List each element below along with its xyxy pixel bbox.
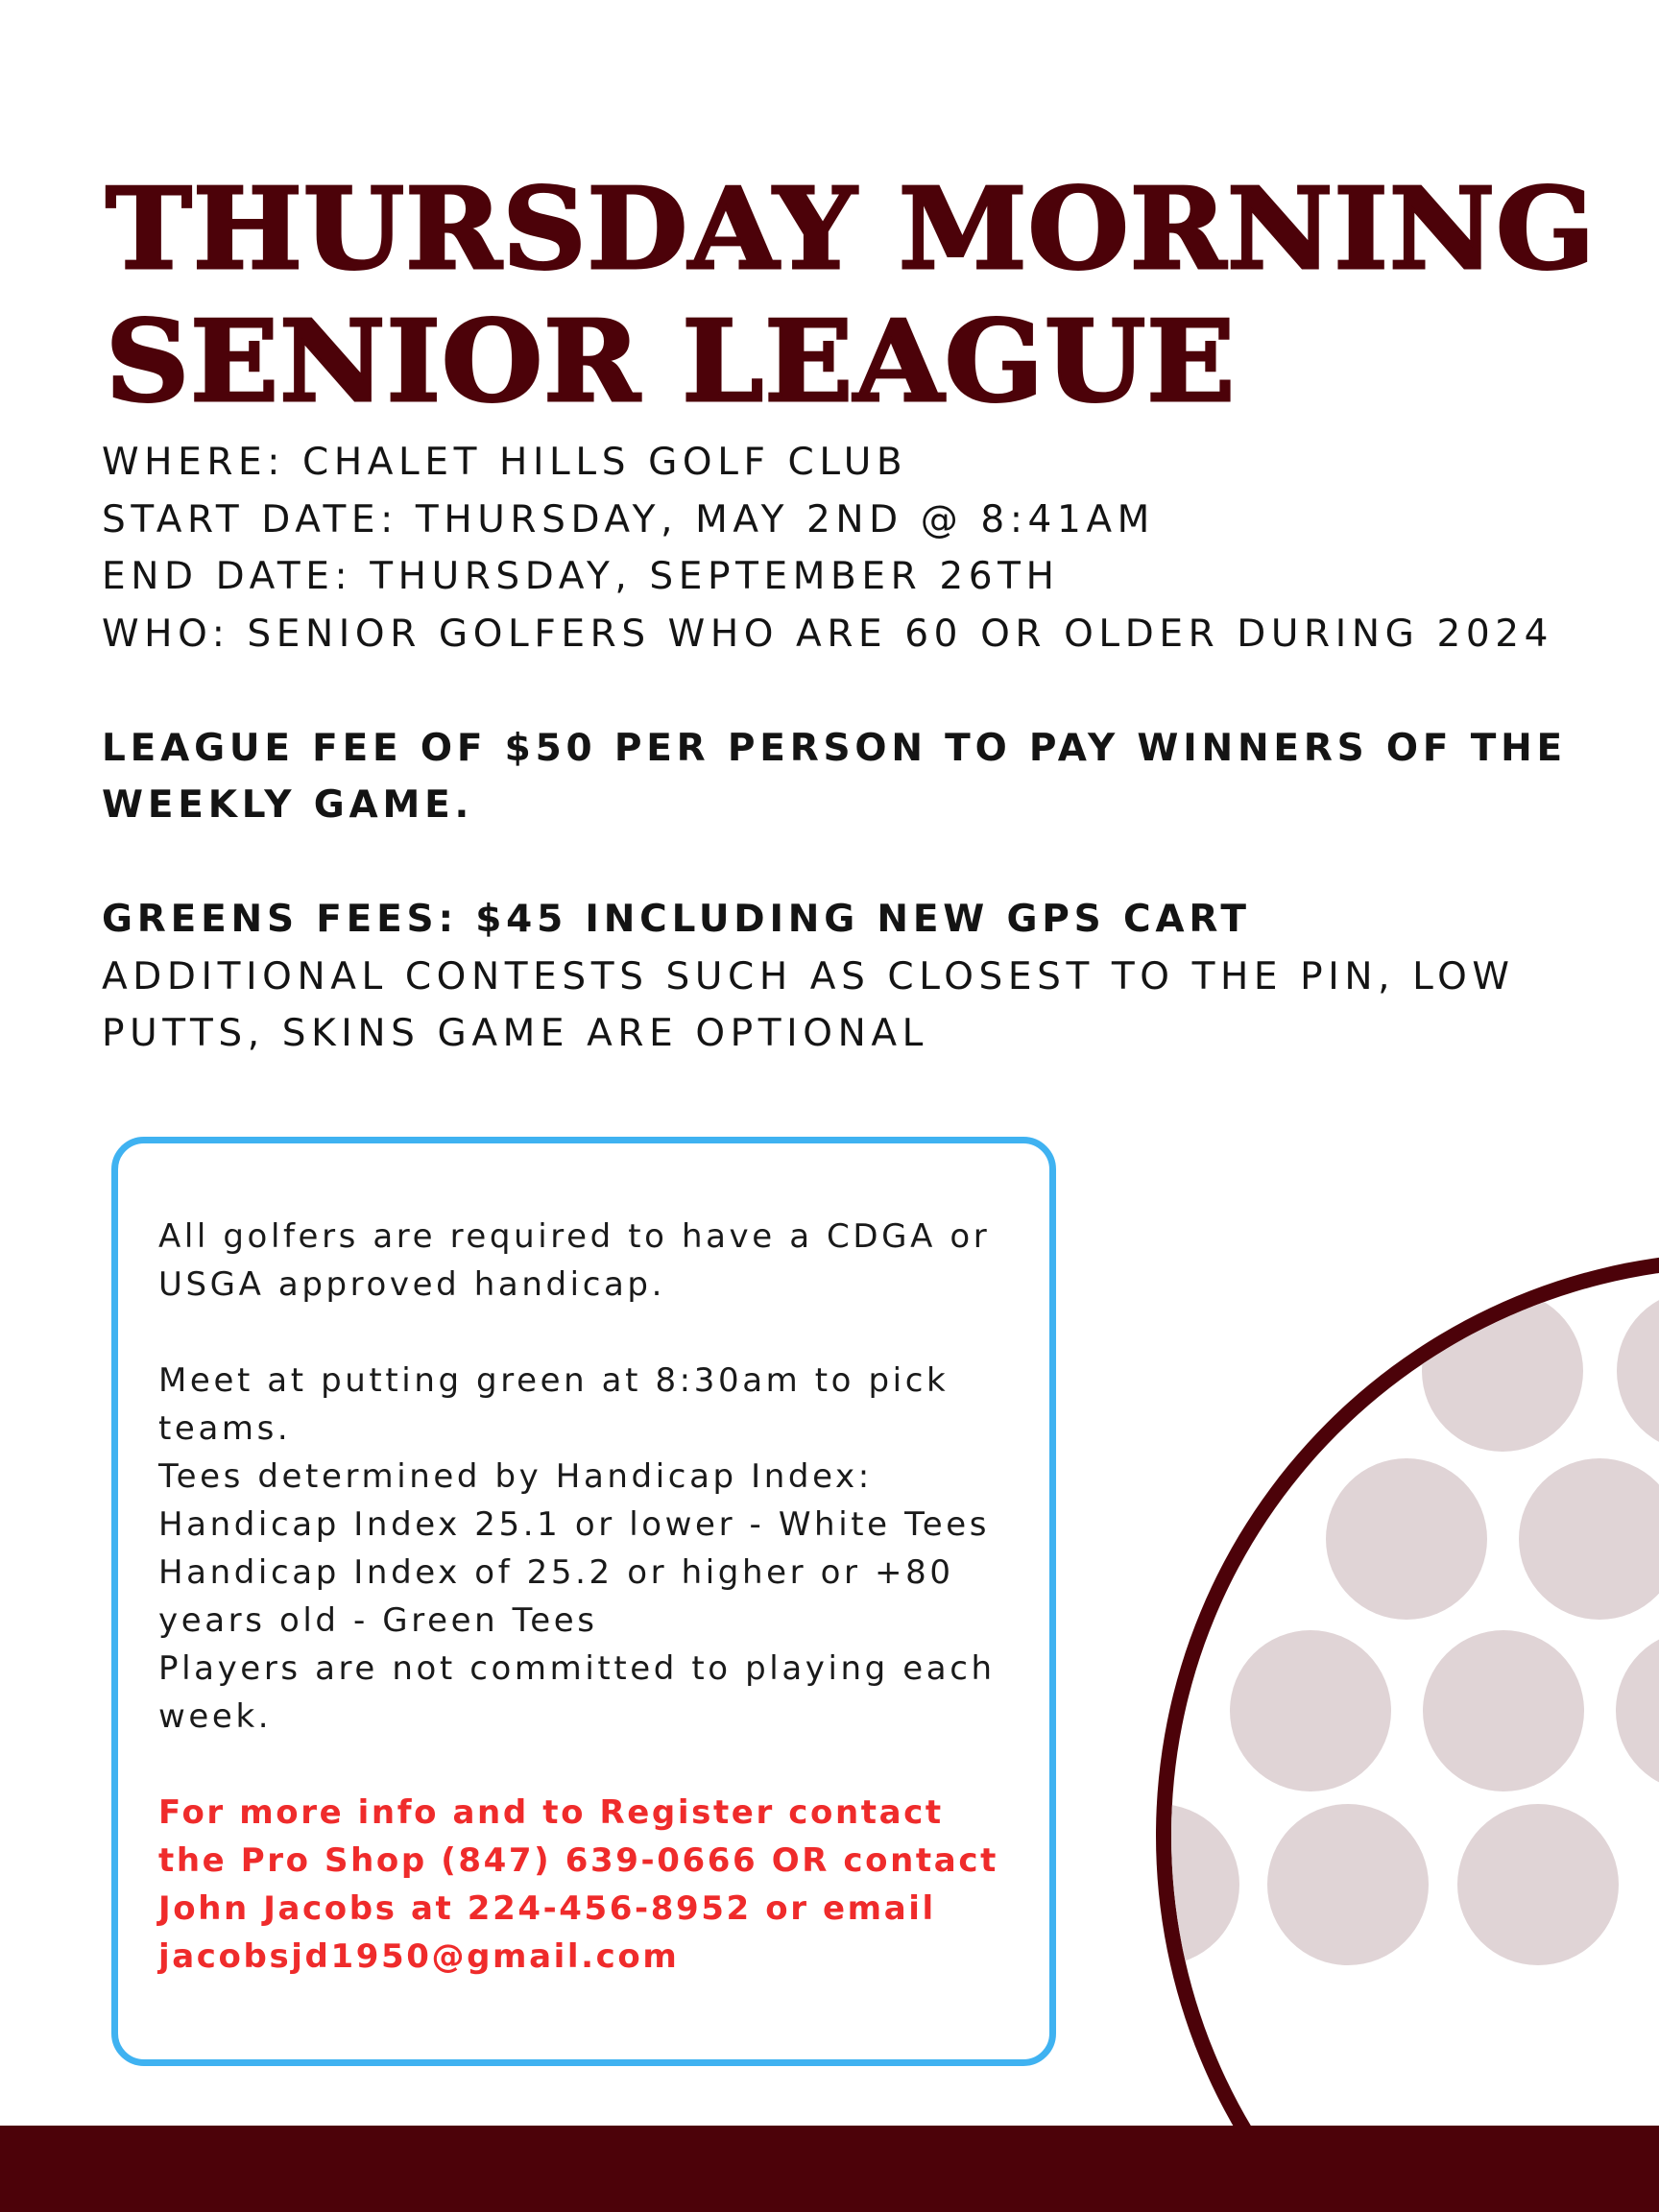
handicap-requirement-text: All golfers are required to have a CDGA or USGA approved handicap. — [158, 1217, 991, 1304]
spacer — [158, 1741, 1011, 1789]
greens-fees-text: GREENS FEES: $45 INCLUDING NEW GPS CART — [102, 898, 1251, 941]
golf-ball-dimple — [1267, 1804, 1429, 1965]
commitment-text: Players are not committed to playing each week. — [158, 1649, 996, 1736]
golf-ball-dimple — [1423, 1630, 1584, 1791]
contact-info-text: For more info and to Register contact the Pro Shop (847) 639-0666 OR contact John Jacobs at 224-456-8952 or email jacobsjd1950@gmail.com — [158, 1793, 998, 1976]
footer-bar — [0, 2126, 1659, 2212]
additional-contests-text: ADDITIONAL CONTESTS SUCH AS CLOSEST TO THE PIN, LOW PUTTS, SKINS GAME ARE OPTIONAL — [102, 954, 1515, 1055]
rules-box — [111, 1137, 1056, 2066]
meet-time-text: Meet at putting green at 8:30am to pick teams. — [158, 1361, 950, 1448]
golf-ball-dimple — [1230, 1630, 1391, 1791]
tees-intro-text: Tees determined by Handicap Index: — [158, 1457, 873, 1496]
title-line-2: SENIOR LEAGUE — [106, 297, 1237, 427]
where-text: WHERE: CHALET HILLS GOLF CLUB — [102, 441, 908, 484]
golf-ball-dimple — [1457, 1804, 1619, 1965]
golf-ball-dimple — [1326, 1458, 1487, 1620]
start-date-text: START DATE: THURSDAY, MAY 2ND @ 8:41AM — [102, 497, 1155, 541]
who-text: WHO: SENIOR GOLFERS WHO ARE 60 OR OLDER DURING 2024 — [102, 612, 1554, 656]
green-tees-text: Handicap Index of 25.2 or higher or +80 years old - Green Tees — [158, 1553, 954, 1640]
spacer — [158, 1309, 1011, 1357]
end-date-text: END DATE: THURSDAY, SEPTEMBER 26TH — [102, 555, 1060, 598]
white-tees-text: Handicap Index 25.1 or lower - White Tees — [158, 1505, 991, 1544]
title-line-1: THURSDAY MORNING — [106, 164, 1597, 295]
league-fee-text: LEAGUE FEE OF $50 PER PERSON TO PAY WINNERS OF THE WEEKLY GAME. — [102, 726, 1567, 827]
